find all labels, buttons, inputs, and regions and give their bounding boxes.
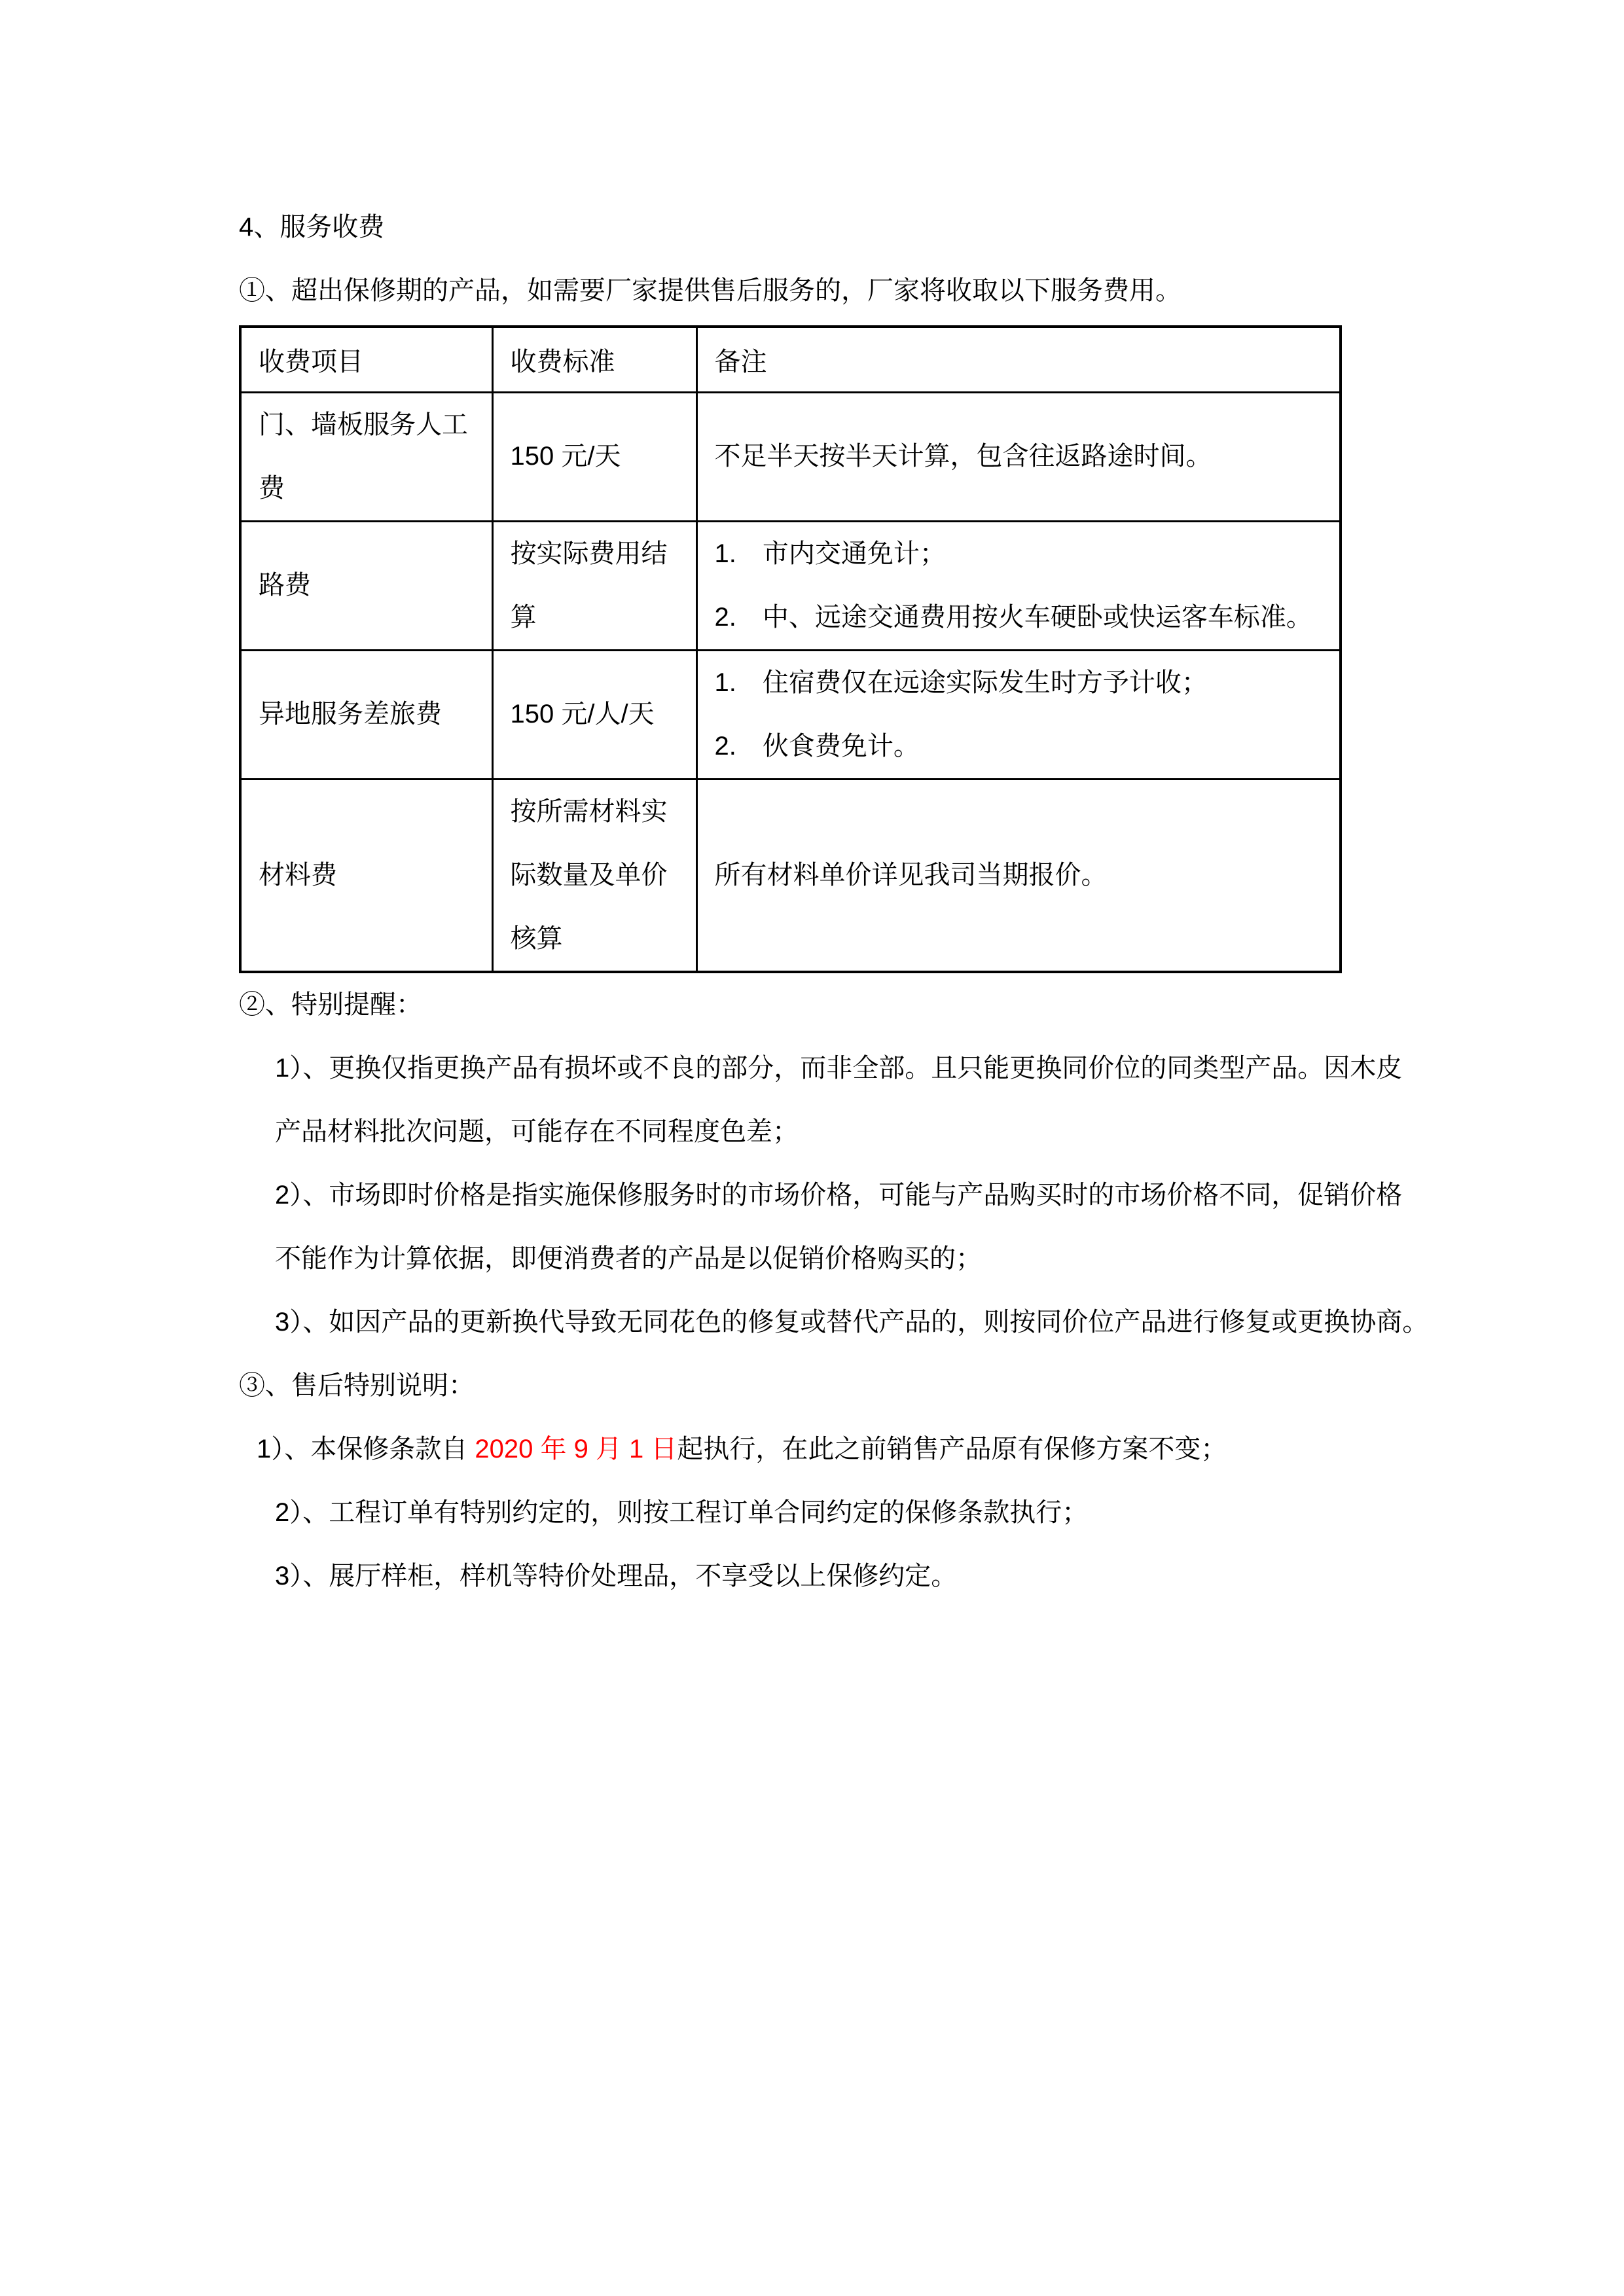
- material-standard-cell: [492, 779, 696, 972]
- service-fee-table: [239, 325, 1342, 973]
- header-remark: 备注: [696, 327, 1341, 392]
- sec2-item1-line2: 产品材料批次问题，可能存在不同程度色差；: [275, 1117, 799, 1146]
- travel-remark-line-2: 2. 伙食费免计。: [714, 731, 920, 761]
- fee-row-labor: [240, 392, 1341, 521]
- road-remark-line-1: 1. 市内交通免计；: [714, 539, 946, 568]
- labor-item-cell: [240, 392, 492, 521]
- labor-item-line-2: 费: [259, 473, 285, 503]
- material-remark-line: 所有材料单价详见我司当期报价。: [714, 860, 1108, 889]
- header-fee-standard: 收费标准: [492, 327, 696, 392]
- material-remark-cell: [696, 779, 1341, 972]
- road-standard-line-1: 按实际费用结: [510, 539, 668, 568]
- sec2-item3: 3）、如因产品的更新换代导致无同花色的修复或替代产品的，则按同价位产品进行修复或更换协商。: [275, 1307, 1429, 1336]
- sec2-item1-line1: 1）、更换仅指更换产品有损坏或不良的部分，而非全部。且只能更换同价位的同类型产品。因木皮: [275, 1053, 1403, 1083]
- travel-standard-cell: [492, 650, 696, 779]
- road-item-cell: [240, 521, 492, 650]
- travel-item-line: 异地服务差旅费: [259, 700, 442, 728]
- material-standard-line-2: 际数量及单价: [510, 860, 668, 889]
- labor-remark-line: 不足半天按半天计算，包含往返路途时间。: [714, 442, 1212, 471]
- road-item-line: 路费: [259, 571, 311, 600]
- travel-item-cell: [240, 650, 492, 779]
- labor-standard-cell: [492, 392, 696, 521]
- road-remark-line-2: 2. 中、远途交通费用按火车硬卧或快运客车标准。: [714, 602, 1312, 632]
- material-item-cell: [240, 779, 492, 972]
- labor-remark-cell: [696, 392, 1341, 521]
- labor-item-line-1: 门、墙板服务人工: [259, 410, 468, 439]
- road-standard-line-2: 算: [510, 602, 537, 632]
- labor-standard-line: 150 元/天: [510, 442, 621, 471]
- travel-remark-line-1: 1. 住宿费仅在远途实际发生时方予计收；: [714, 668, 1208, 697]
- header-fee-item: 收费项目: [240, 327, 492, 392]
- sec3-item1-effective-date: 2020 年 9 月 1 日: [475, 1434, 677, 1463]
- road-standard-cell: [492, 521, 696, 650]
- fee-row-travel: [240, 650, 1341, 779]
- travel-remark-cell: [696, 650, 1341, 779]
- sec3-item3: 3）、展厅样柜，样机等特价处理品，不享受以上保修约定。: [275, 1561, 958, 1590]
- material-standard-line-3: 核算: [510, 924, 563, 953]
- sec3-item1-prefix: 1）、本保修条款自: [257, 1434, 475, 1463]
- sec2-item2-line2: 不能作为计算依据，即便消费者的产品是以促销价格购买的；: [275, 1244, 982, 1273]
- section-heading: 4、服务收费: [239, 213, 385, 242]
- material-standard-line-1: 按所需材料实: [510, 797, 668, 826]
- sec3-item1: [257, 1418, 1411, 1481]
- road-remark-cell: [696, 521, 1341, 650]
- sec3-item2: 2）、工程订单有特别约定的，则按工程订单合同约定的保修条款执行；: [275, 1498, 1089, 1527]
- fee-row-road: [240, 521, 1341, 650]
- intro-line: ①、超出保修期的产品，如需要厂家提供售后服务的，厂家将收取以下服务费用。: [239, 276, 1182, 305]
- fee-row-material: [240, 779, 1341, 972]
- material-item-line: 材料费: [259, 860, 337, 889]
- sec2-title: ②、特别提醒：: [239, 990, 422, 1019]
- document-content: [239, 196, 1429, 1608]
- sec3-item1-suffix: 起执行，在此之前销售产品原有保修方案不变；: [677, 1434, 1227, 1463]
- travel-standard-line: 150 元/人/天: [510, 700, 655, 728]
- fee-table-header-row: [240, 327, 1341, 392]
- sec3-title: ③、售后特别说明：: [239, 1371, 475, 1400]
- sec2-item2-line1: 2）、市场即时价格是指实施保修服务时的市场价格，可能与产品购买时的市场价格不同，促销价格: [275, 1180, 1403, 1210]
